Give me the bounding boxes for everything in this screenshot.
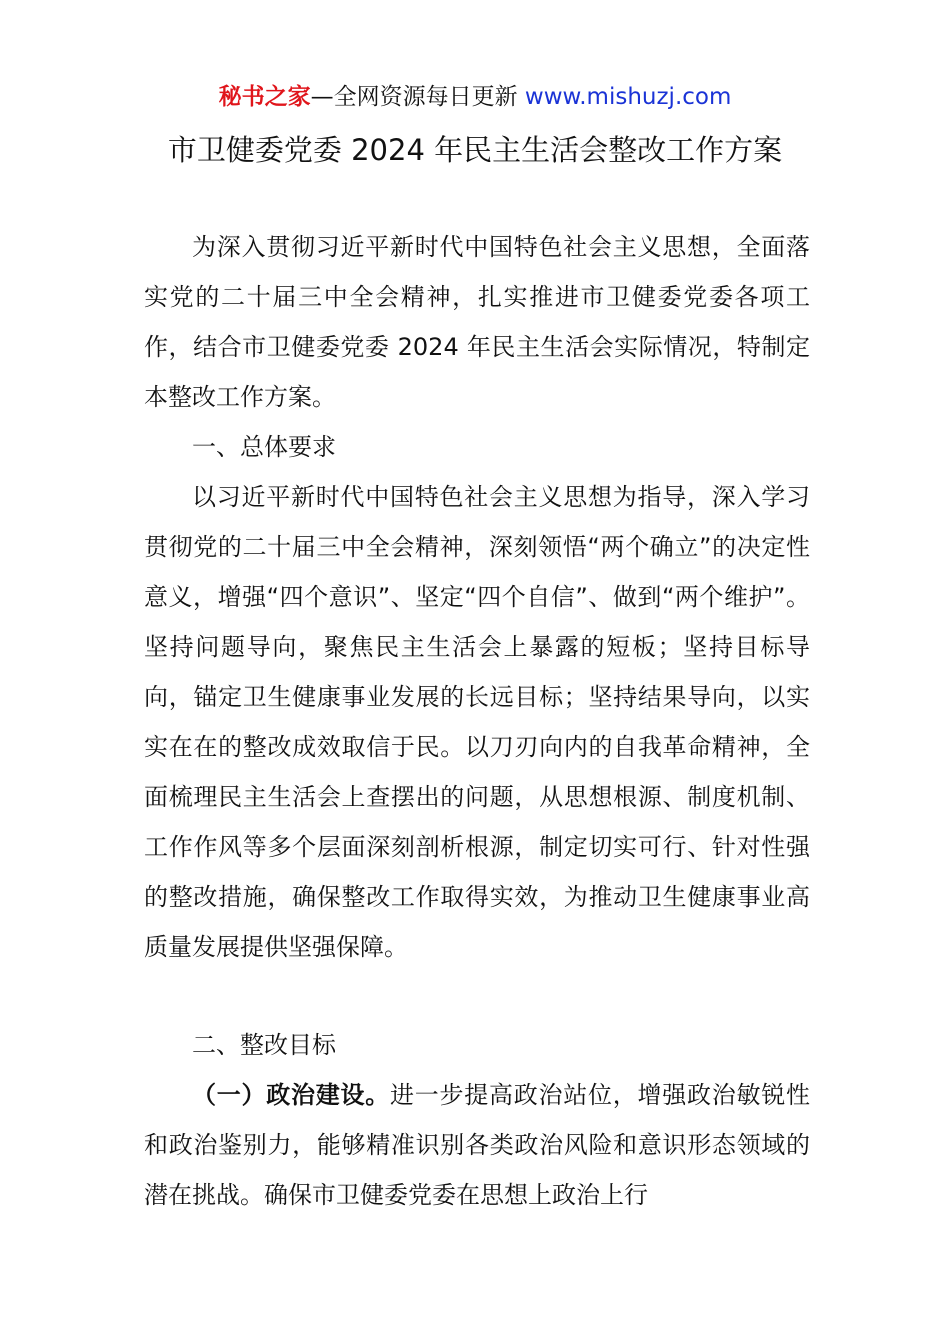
- intro-paragraph: 为深入贯彻习近平新时代中国特色社会主义思想，全面落实党的二十届三中全会精神，扎实推进市卫健委党委各项工作，结合市卫健委党委 2024 年民主生活会实际情况，特制定本整改工作方案。: [144, 233, 810, 411]
- site-brand: 秘书之家: [218, 84, 311, 110]
- site-tagline: —全网资源每日更新: [310, 84, 525, 110]
- section-2-heading: 二、整改目标: [192, 1031, 336, 1059]
- site-header: [0, 82, 950, 112]
- site-url-link[interactable]: www.mishuzj.com: [524, 84, 732, 110]
- section-2-item-1-paragraph: [144, 1070, 810, 1220]
- document-title: 市卫健委党委 2024 年民主生活会整改工作方案: [167, 133, 783, 167]
- section-1-heading: 一、总体要求: [192, 433, 336, 461]
- item-1-lead: （一）政治建设。: [192, 1081, 390, 1109]
- item-1-body: 进一步提高政治站位，增强政治敏锐性和政治鉴别力，能够精准识别各类政治风险和意识形态领域的潜在挑战。确保市卫健委党委在思想上政治上行: [144, 1081, 810, 1209]
- section-1-paragraph: 以习近平新时代中国特色社会主义思想为指导，深入学习贯彻党的二十届三中全会精神，深刻领悟“两个确立”的决定性意义，增强“四个意识”、坚定“四个自信”、做到“两个维护”。坚持问题导向，聚焦民主生活会上暴露的短板；坚持目标导向，锚定卫生健康事业发展的长远目标；坚持结果导向，以实实在在的整改成效取信于民。以刀刃向内的自我革命精神，全面梳理民主生活会上查摆出的问题，从思想根源、制度机制、工作作风等多个层面深刻剖析根源，制定切实可行、针对性强的整改措施，确保整改工作取得实效，为推动卫生健康事业高质量发展提供坚强保障。: [144, 483, 810, 961]
